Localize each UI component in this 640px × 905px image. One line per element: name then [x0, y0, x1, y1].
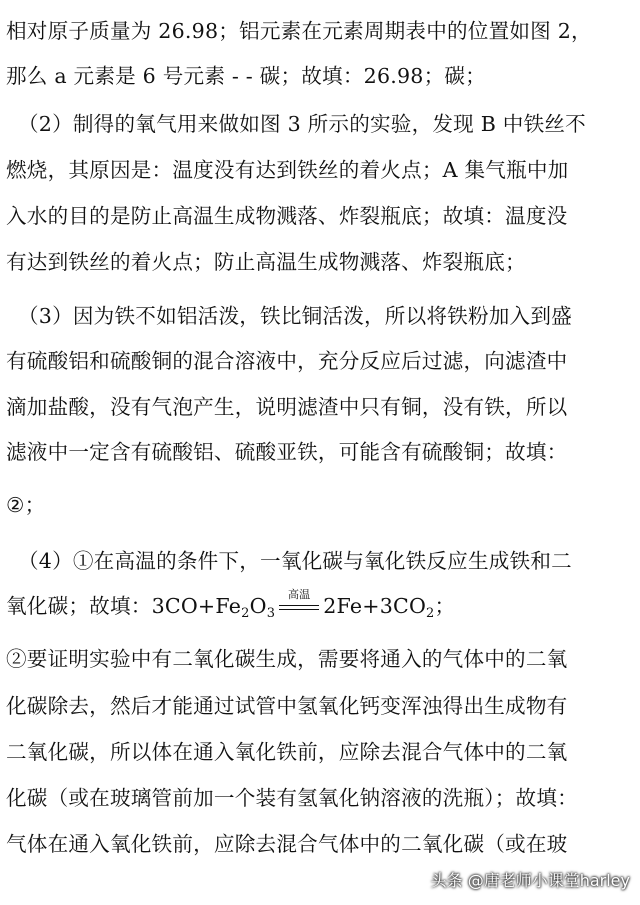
text-line-14: ②要证明实验中有二氧化碳生成，需要将通入的气体中的二氧 [6, 647, 568, 671]
text-line-2: 那么 a 元素是 6 号元素 - - 碳；故填：26.98；碳； [6, 64, 486, 88]
text-line-1: 相对原子质量为 26.98；铝元素在元素周期表中的位置如图 2， [6, 19, 592, 43]
equation-lhs-a: 3CO+Fe [151, 594, 242, 618]
text-line-18: 气体在通入氧化铁前，应除去混合气体中的二氧化碳（或在玻 [6, 832, 568, 856]
equation-prefix: 氧化碳；故填： [6, 594, 152, 618]
equation-rhs-a: 2Fe+3CO [323, 594, 427, 618]
watermark: 头条 @唐老师小课堂harley [430, 871, 630, 890]
equation-lhs-sub2: 3 [266, 606, 276, 621]
equation-lhs-b: O [249, 594, 267, 618]
text-line-10: 滤液中一定含有硫酸铝、硫酸亚铁，可能含有硫酸铜；故填： [6, 440, 568, 464]
text-line-7: （3）因为铁不如铝活泼，铁比铜活泼，所以将铁粉加入到盛 [18, 304, 572, 328]
text-line-12: （4）①在高温的条件下，一氧化碳与氧化铁反应生成铁和二 [18, 549, 572, 573]
reaction-condition-arrow [277, 587, 321, 618]
text-line-11: ②； [6, 493, 46, 517]
text-line-4: 燃烧，其原因是：温度没有达到铁丝的着火点；A 集气瓶中加 [6, 158, 569, 182]
text-line-15: 化碳除去，然后才能通过试管中氢氧化钙变浑浊得出生成物有 [6, 694, 568, 718]
text-line-8: 有硫酸铝和硫酸铜的混合溶液中，充分反应后过滤，向滤渣中 [6, 349, 568, 373]
text-line-16: 二氧化碳，所以体在通入氧化铁前，应除去混合气体中的二氧 [6, 740, 568, 764]
equation-line [6, 587, 636, 625]
equation-suffix: ； [434, 594, 456, 618]
text-line-3: （2）制得的氧气用来做如图 3 所示的实验，发现 B 中铁丝不 [18, 112, 586, 136]
text-line-5: 入水的目的是防止高温生成物溅落、炸裂瓶底；故填：温度没 [6, 204, 568, 228]
reaction-condition-text: 高温 [287, 587, 311, 601]
text-line-17: 化碳（或在玻璃管前加一个装有氢氧化钠溶液的洗瓶）；故填： [6, 786, 578, 810]
text-line-9: 滴加盐酸，没有气泡产生，说明滤渣中只有铜，没有铁，所以 [6, 395, 568, 419]
text-line-6: 有达到铁丝的着火点；防止高温生成物溅落、炸裂瓶底； [6, 250, 526, 274]
equation-lhs-sub1: 2 [241, 606, 250, 621]
equation-rhs-sub: 2 [426, 606, 435, 621]
